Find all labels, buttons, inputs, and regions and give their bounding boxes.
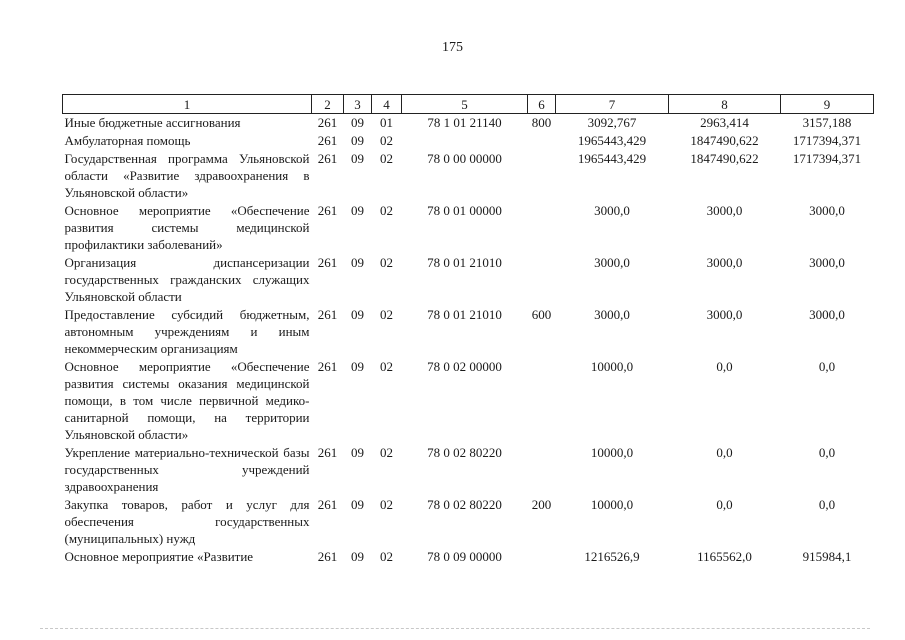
- amount-cell: 1847490,622: [690, 133, 759, 148]
- row-name-cell: Укрепление материально-технической базы государственных учреждений здравоохранения: [64, 445, 310, 494]
- section-cell: 09: [351, 307, 364, 322]
- amount-cell: 1216526,9: [584, 549, 640, 564]
- amount-cell: 0,0: [716, 497, 733, 512]
- section-cell: 09: [351, 359, 364, 374]
- amount-cell: 3092,767: [587, 115, 637, 130]
- column-header: 1: [63, 95, 312, 114]
- code-cell: 261: [317, 359, 338, 374]
- table-row: [63, 114, 874, 133]
- subsection-cell: 02: [380, 203, 393, 218]
- target-article-cell: 78 0 01 21010: [427, 307, 502, 322]
- amount-cell: 1965443,429: [577, 133, 647, 148]
- row-name-cell: Закупка товаров, работ и услуг для обеспечения государственных (муниципальных) нужд: [64, 497, 310, 546]
- code-cell: 261: [317, 151, 338, 166]
- target-article-cell: 78 0 09 00000: [427, 549, 502, 564]
- expense-type-cell: [528, 202, 556, 254]
- amount-cell: 0,0: [716, 445, 733, 460]
- target-article-cell: 78 0 02 80220: [427, 445, 502, 460]
- row-name-cell: Основное мероприятие «Обеспечение развития системы оказания медицинской помощи, в том числе первичной медико-санитарной помощи, на территории Ульяновской области»: [64, 359, 310, 442]
- amount-cell: 0,0: [818, 359, 836, 374]
- subsection-cell: 01: [380, 115, 393, 130]
- amount-cell: 1965443,429: [577, 151, 647, 166]
- section-cell: 09: [351, 549, 364, 564]
- table-row: [63, 444, 874, 496]
- amount-cell: 915984,1: [802, 549, 852, 564]
- row-name-cell: Основное мероприятие «Обеспечение развития системы медицинской профилактики заболеваний»: [64, 203, 310, 252]
- code-cell: 261: [317, 549, 338, 564]
- section-cell: 09: [351, 497, 364, 512]
- table-header-row: [63, 95, 874, 114]
- expense-type-cell: 200: [531, 497, 552, 512]
- amount-cell: 3000,0: [706, 203, 743, 218]
- expense-type-cell: [528, 132, 556, 150]
- code-cell: 261: [317, 497, 338, 512]
- amount-cell: 0,0: [818, 445, 836, 460]
- code-cell: 261: [317, 203, 338, 218]
- amount-cell: 3000,0: [706, 307, 743, 322]
- code-cell: 261: [317, 133, 338, 148]
- table-body: [63, 114, 874, 567]
- subsection-cell: 02: [380, 133, 393, 148]
- target-article-cell: 78 0 01 21010: [427, 255, 502, 270]
- amount-cell: 3000,0: [706, 255, 743, 270]
- amount-cell: 0,0: [818, 497, 836, 512]
- column-header: 7: [556, 95, 669, 114]
- subsection-cell: 02: [380, 151, 393, 166]
- row-name-cell: Иные бюджетные ассигнования: [64, 115, 241, 130]
- page-number: 175: [442, 40, 463, 55]
- amount-cell: 3000,0: [594, 255, 630, 270]
- section-cell: 09: [351, 445, 364, 460]
- target-article-cell: 78 0 02 00000: [427, 359, 502, 374]
- column-header: 3: [344, 95, 372, 114]
- target-article-cell: 78 0 02 80220: [427, 497, 502, 512]
- subsection-cell: 02: [380, 497, 393, 512]
- expense-type-cell: [528, 254, 556, 306]
- table-row: [63, 202, 874, 254]
- row-name-cell: Организация диспансеризации государственных гражданских служащих Ульяновской области: [64, 255, 310, 304]
- amount-cell: 2963,414: [700, 115, 749, 130]
- amount-cell: 3000,0: [809, 255, 845, 270]
- table-row: [63, 548, 874, 566]
- amount-cell: 1847490,622: [690, 151, 759, 166]
- table-row: [63, 306, 874, 358]
- amount-cell: 10000,0: [590, 497, 634, 512]
- expense-type-cell: 600: [531, 307, 552, 322]
- amount-cell: 3000,0: [594, 307, 630, 322]
- table-row: [63, 496, 874, 548]
- table-row: [63, 358, 874, 444]
- code-cell: 261: [317, 307, 338, 322]
- row-name-cell: Государственная программа Ульяновской области «Развитие здравоохранения в Ульяновской области»: [64, 151, 310, 200]
- table-row: [63, 150, 874, 202]
- expense-type-cell: [528, 444, 556, 496]
- row-name-cell: Амбулаторная помощь: [64, 133, 191, 148]
- subsection-cell: 02: [380, 255, 393, 270]
- amount-cell: 10000,0: [590, 359, 634, 374]
- expense-type-cell: 800: [531, 115, 552, 130]
- amount-cell: 3000,0: [809, 307, 845, 322]
- code-cell: 261: [317, 115, 338, 130]
- section-cell: 09: [351, 133, 364, 148]
- amount-cell: 3000,0: [809, 203, 845, 218]
- amount-cell: 1165562,0: [697, 549, 752, 564]
- row-name-cell: Предоставление субсидий бюджетным, автономным учреждениям и иным некоммерческим организациям: [64, 307, 310, 356]
- expense-type-cell: [528, 150, 556, 202]
- target-article-cell: 78 0 00 00000: [427, 151, 502, 166]
- subsection-cell: 02: [380, 549, 393, 564]
- amount-cell: 1717394,371: [792, 133, 862, 148]
- section-cell: 09: [351, 115, 364, 130]
- section-cell: 09: [351, 203, 364, 218]
- column-header: 8: [669, 95, 781, 114]
- amount-cell: 1717394,371: [792, 151, 862, 166]
- amount-cell: 3157,188: [802, 115, 852, 130]
- scan-artifact-line: [40, 628, 870, 629]
- subsection-cell: 02: [380, 307, 393, 322]
- expense-type-cell: [528, 358, 556, 444]
- amount-cell: 10000,0: [590, 445, 634, 460]
- target-article-cell: 78 1 01 21140: [427, 115, 502, 130]
- section-cell: 09: [351, 255, 364, 270]
- amount-cell: 3000,0: [594, 203, 630, 218]
- code-cell: 261: [317, 255, 338, 270]
- subsection-cell: 02: [380, 445, 393, 460]
- column-header: 2: [312, 95, 344, 114]
- table-row: [63, 132, 874, 150]
- table-row: [63, 254, 874, 306]
- subsection-cell: 02: [380, 359, 393, 374]
- budget-table: [62, 94, 874, 566]
- expense-type-cell: [528, 548, 556, 566]
- target-article-cell: [402, 132, 528, 150]
- row-name-cell: Основное мероприятие «Развитие: [64, 549, 254, 564]
- section-cell: 09: [351, 151, 364, 166]
- column-header: 9: [781, 95, 874, 114]
- code-cell: 261: [317, 445, 338, 460]
- amount-cell: 0,0: [716, 359, 733, 374]
- column-header: 4: [372, 95, 402, 114]
- target-article-cell: 78 0 01 00000: [427, 203, 502, 218]
- column-header: 5: [402, 95, 528, 114]
- column-header: 6: [528, 95, 556, 114]
